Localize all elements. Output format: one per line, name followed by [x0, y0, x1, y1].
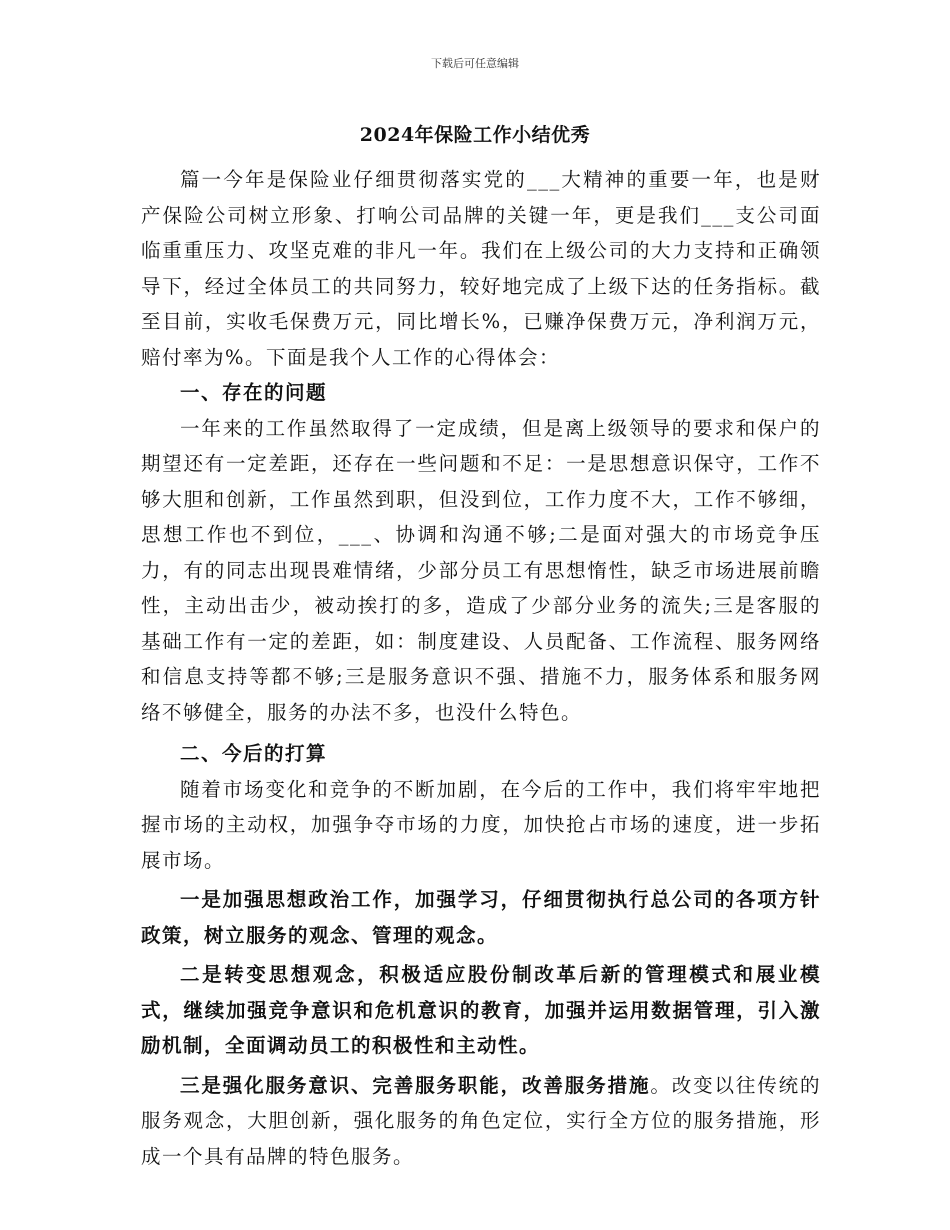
plan-point-3-lead: 三是强化服务意识、完善服务职能，改善服务措施 [180, 1073, 651, 1097]
document-body [141, 162, 821, 1174]
header-note: 下载后可任意编辑 [431, 57, 519, 70]
section1-heading: 一、存在的问题 [180, 381, 328, 404]
document-title: 2024年保险工作小结优秀 [359, 124, 591, 146]
section2-paragraph: 随着市场变化和竞争的不断加剧，在今后的工作中，我们将牢牢地把握市场的主动权，加强争夺市场的力度，加快抢占市场的速度，进一步拓展市场。 [141, 777, 821, 872]
plan-point-2: 二是转变思想观念，积极适应股份制改革后新的管理模式和展业模式，继续加强竞争意识和危机意识的教育，加强并运用数据管理，引入激励机制，全面调动员工的积极性和主动性。 [141, 963, 821, 1057]
plan-point-3-rest: 。改变以往传统的服务观念，大胆创新，强化服务的角色定位，实行全方位的服务措施，形成一个具有品牌的特色服务。 [141, 1073, 821, 1168]
section1-paragraph: 一年来的工作虽然取得了一定成绩，但是离上级领导的要求和保户的期望还有一定差距，还存在一些问题和不足：一是思想意识保守，工作不够大胆和创新，工作虽然到职，但没到位，工作力度不大，工作不够细，思想工作也不到位，___、协调和沟通不够;二是面对强大的市场竞争压力，有的同志出现畏难情绪，少部分员工有思想惰性，缺乏市场进展前瞻性，主动出击少，被动挨打的多，造成了少部分业务的流失;三是客服的基础工作有一定的差距，如：制度建设、人员配备、工作流程、服务网络和信息支持等都不够;三是服务意识不强、措施不力，服务体系和服务网络不够健全，服务的办法不多，也没什么特色。 [141, 416, 821, 724]
plan-point-1: 一是加强思想政治工作，加强学习，仔细贯彻执行总公司的各项方针政策，树立服务的观念、管理的观念。 [141, 888, 821, 947]
plan-point-3 [141, 1068, 821, 1175]
section2-heading: 二、今后的打算 [180, 742, 328, 765]
intro-paragraph: 篇一今年是保险业仔细贯彻落实党的___大精神的重要一年，也是财产保险公司树立形象、打响公司品牌的关键一年，更是我们___支公司面临重重压力、攻坚克难的非凡一年。我们在上级公司的大力支持和正确领导下，经过全体员工的共同努力，较好地完成了上级下达的任务指标。截至目前，实收毛保费万元，同比增长%，已赚净保费万元，净利润万元，赔付率为%。下面是我个人工作的心得体会： [141, 168, 821, 369]
